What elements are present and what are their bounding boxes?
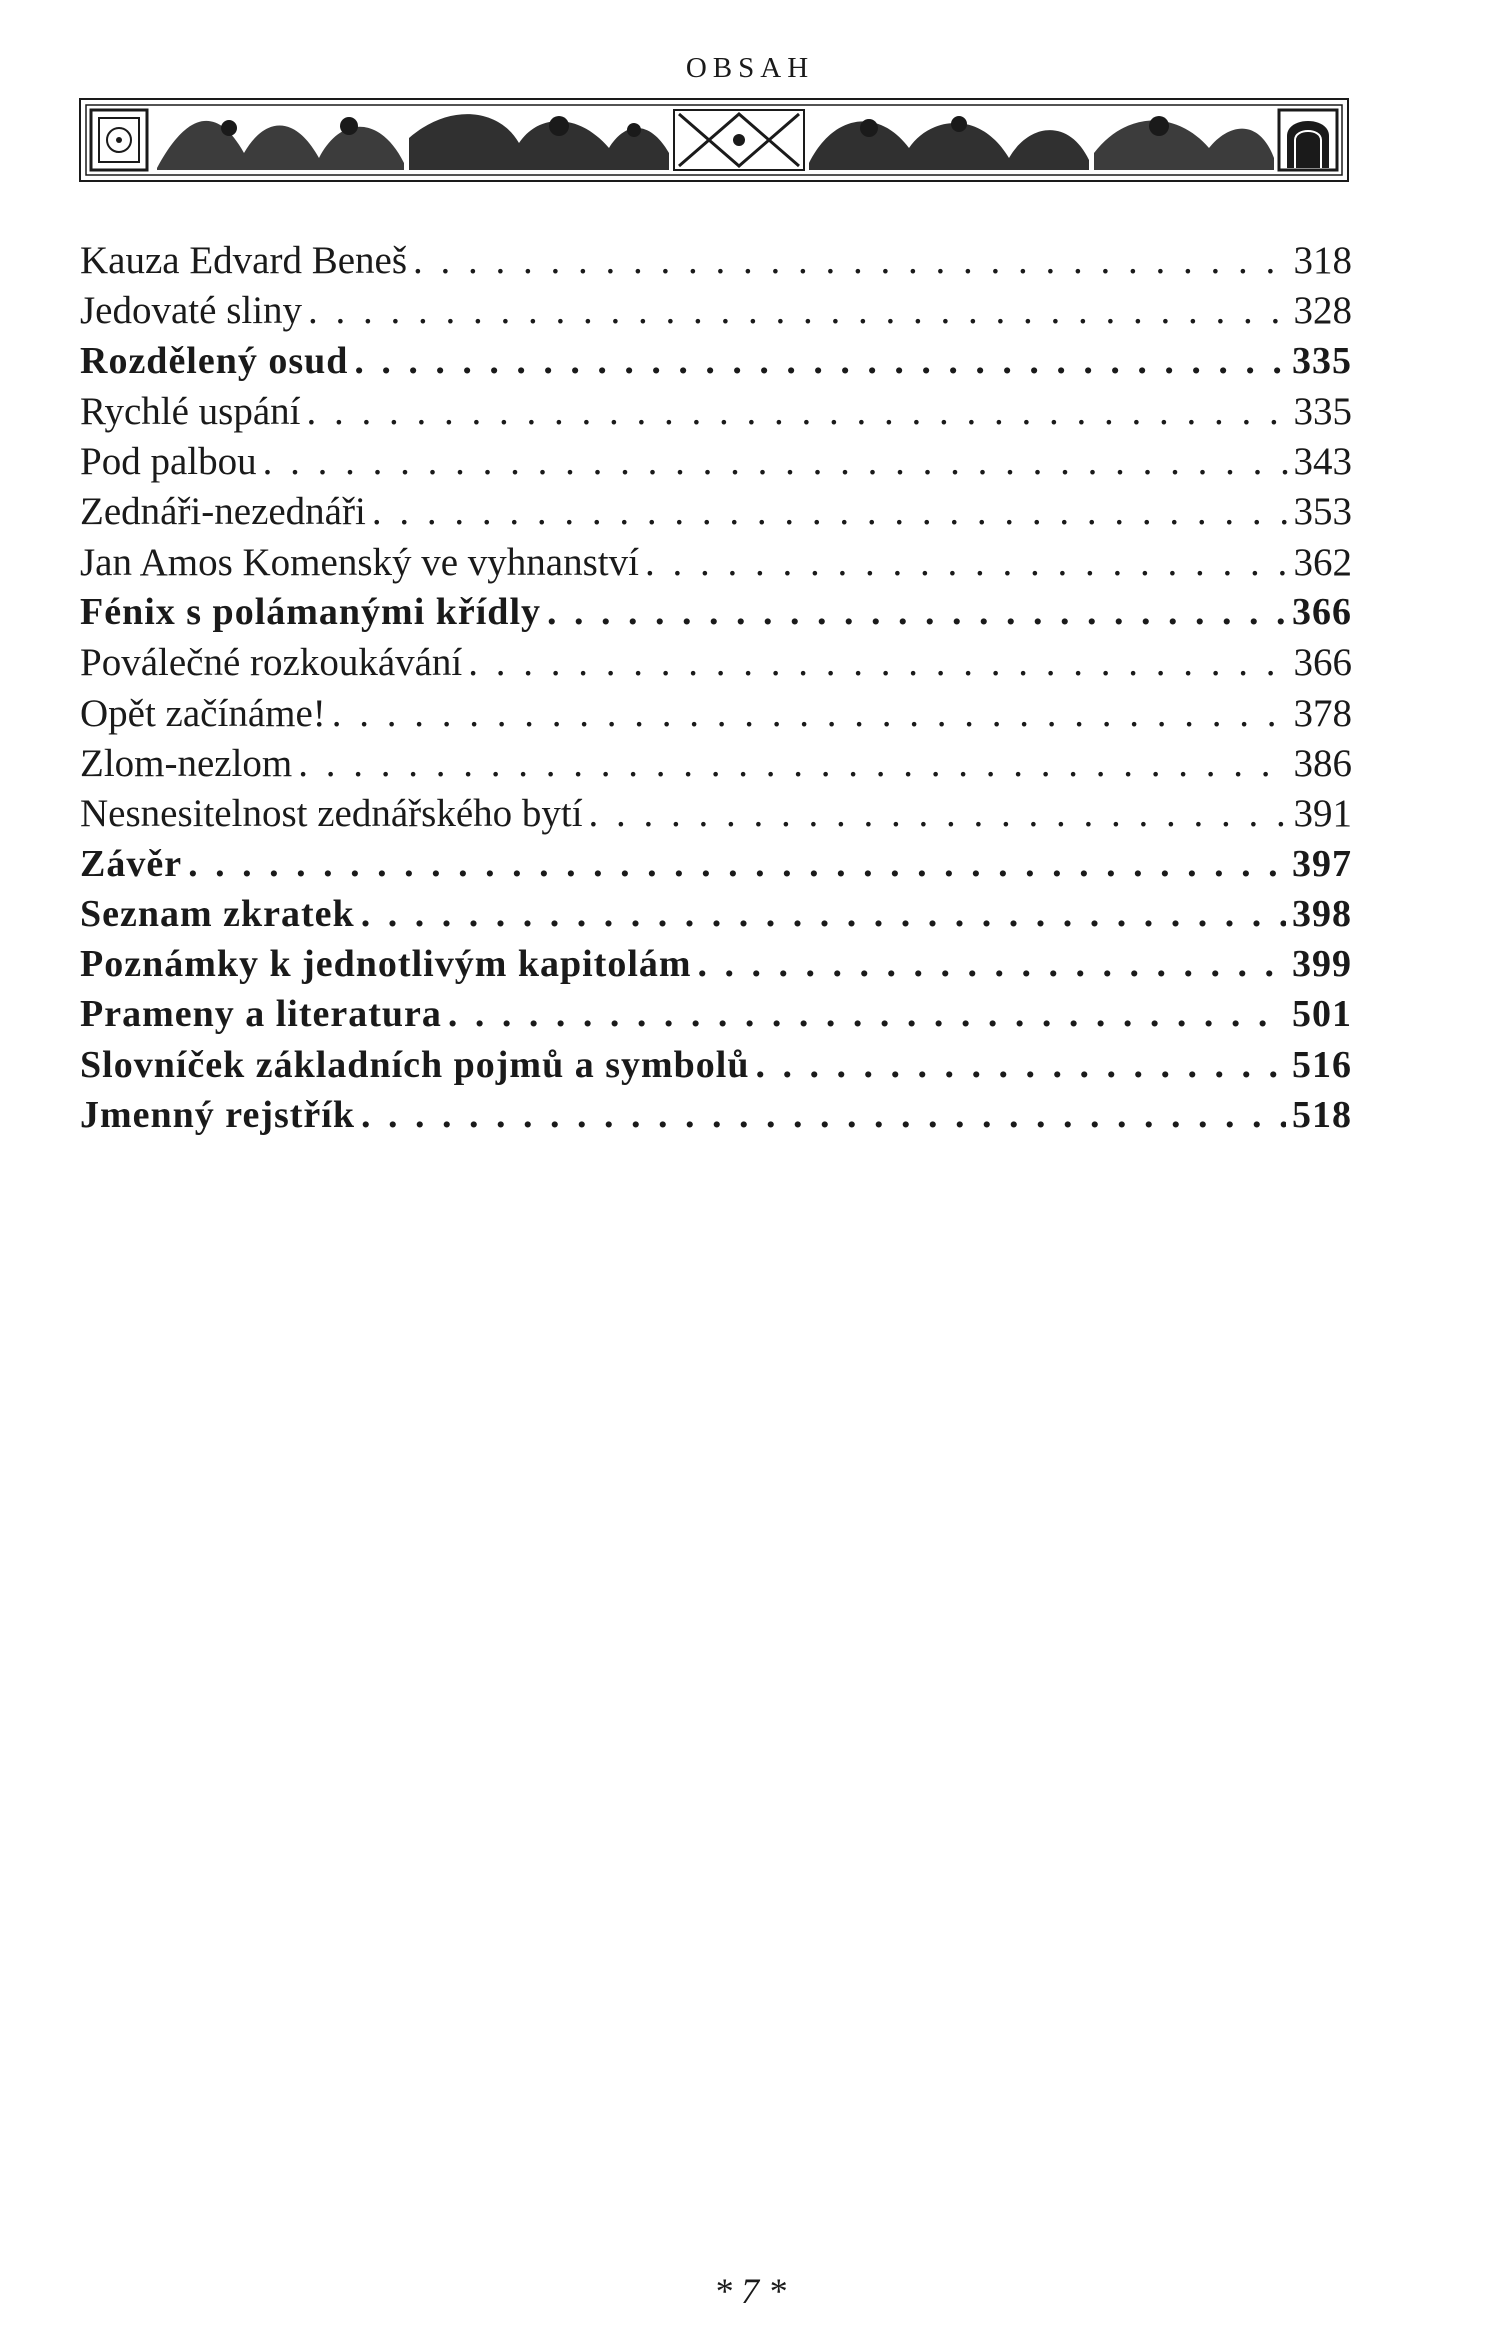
toc-entry-page: 353	[1293, 490, 1352, 534]
toc-entry-title: Opět začínáme!	[80, 691, 326, 735]
toc-leader-dots	[547, 590, 1286, 634]
toc-leader-dots	[332, 691, 1288, 736]
compass-square-emblem-icon	[674, 110, 804, 170]
toc-entry-page: 397	[1292, 842, 1352, 885]
toc-entry	[80, 389, 1352, 439]
toc-entry-page: 391	[1293, 792, 1352, 836]
page-title: OBSAH	[685, 52, 815, 84]
page-number: * 7 *	[714, 2271, 786, 2311]
toc-entry	[80, 842, 1352, 892]
toc-entry-page: 399	[1292, 943, 1352, 986]
toc-entry-title: Zednáři-nezednáři	[80, 490, 366, 534]
toc-entry-title: Slovníček základních pojmů a symbolů	[80, 1043, 750, 1086]
toc-leader-dots	[306, 389, 1287, 434]
toc-entry-page: 366	[1293, 641, 1352, 685]
toc-leader-dots	[372, 489, 1288, 534]
toc-entry-title: Prameny a literatura	[80, 993, 442, 1036]
toc-entry	[80, 540, 1352, 590]
toc-entry	[80, 489, 1352, 539]
toc-entry-page: 335	[1292, 339, 1352, 382]
toc-entry	[80, 439, 1352, 489]
toc-entry-page: 516	[1292, 1043, 1352, 1086]
toc-leader-dots	[298, 741, 1287, 786]
toc-leader-dots	[308, 288, 1287, 333]
toc-leader-dots	[361, 892, 1286, 936]
toc-entry-page: 501	[1292, 993, 1352, 1036]
toc-leader-dots	[354, 339, 1286, 383]
square-emblem-icon	[91, 110, 147, 170]
toc-leader-dots	[645, 540, 1288, 585]
toc-leader-dots	[589, 791, 1288, 836]
toc-entry-title: Seznam zkratek	[80, 892, 355, 935]
toc-entry	[80, 741, 1352, 791]
toc-entry	[80, 1093, 1352, 1143]
toc-entry	[80, 942, 1352, 992]
toc-leader-dots	[361, 1093, 1286, 1137]
toc-entry	[80, 691, 1352, 741]
toc-entry-page: 335	[1293, 389, 1352, 433]
toc-entry-page: 386	[1293, 741, 1352, 785]
toc-entry-page: 318	[1293, 239, 1352, 282]
toc-entry-page: 366	[1292, 591, 1352, 634]
toc-leader-dots	[263, 439, 1288, 484]
toc-leader-dots	[755, 1043, 1286, 1087]
toc-entry-title: Nesnesitelnost zednářského bytí	[80, 792, 583, 836]
ornamental-header-band	[79, 98, 1349, 182]
toc-entry-title: Jan Amos Komenský ve vyhnanství	[80, 540, 639, 584]
toc-entry	[80, 992, 1352, 1042]
toc-entry-page: 328	[1293, 289, 1352, 333]
toc-entry-title: Jmenný rejstřík	[80, 1094, 355, 1137]
toc-entry	[80, 791, 1352, 841]
toc-leader-dots	[448, 992, 1286, 1036]
toc-entry	[80, 892, 1352, 942]
toc-entry-page: 343	[1293, 440, 1352, 484]
toc-entry-page: 362	[1293, 540, 1352, 584]
toc-entry-title: Kauza Edvard Beneš	[80, 239, 408, 282]
toc-leader-dots	[468, 640, 1287, 685]
toc-entry-title: Poznámky k jednotlivým kapitolám	[80, 943, 692, 986]
toc-entry-title: Poválečné rozkoukávání	[80, 641, 463, 685]
toc-leader-dots	[698, 942, 1286, 986]
toc-entry-title: Zlom-nezlom	[80, 741, 293, 785]
toc-entry	[80, 590, 1352, 640]
toc-leader-dots	[188, 842, 1286, 886]
toc-entry-title: Pod palbou	[80, 440, 257, 484]
toc-entry-title: Fénix s polámanými křídly	[80, 591, 541, 634]
toc-entry-title: Jedovaté sliny	[80, 289, 303, 333]
arch-emblem-icon	[1279, 110, 1337, 170]
toc-entry-title: Rychlé uspání	[80, 389, 301, 433]
toc-entry-page: 378	[1293, 691, 1352, 735]
toc-entry	[80, 238, 1352, 288]
toc-entry-page: 398	[1292, 892, 1352, 935]
table-of-contents	[80, 238, 1352, 1143]
toc-entry-page: 518	[1292, 1094, 1352, 1137]
toc-entry-title: Závěr	[80, 842, 183, 885]
toc-entry	[80, 640, 1352, 690]
toc-entry	[80, 339, 1352, 389]
toc-entry-title: Rozdělený osud	[80, 339, 349, 382]
toc-entry	[80, 288, 1352, 338]
toc-entry	[80, 1043, 1352, 1093]
toc-leader-dots	[413, 238, 1287, 283]
